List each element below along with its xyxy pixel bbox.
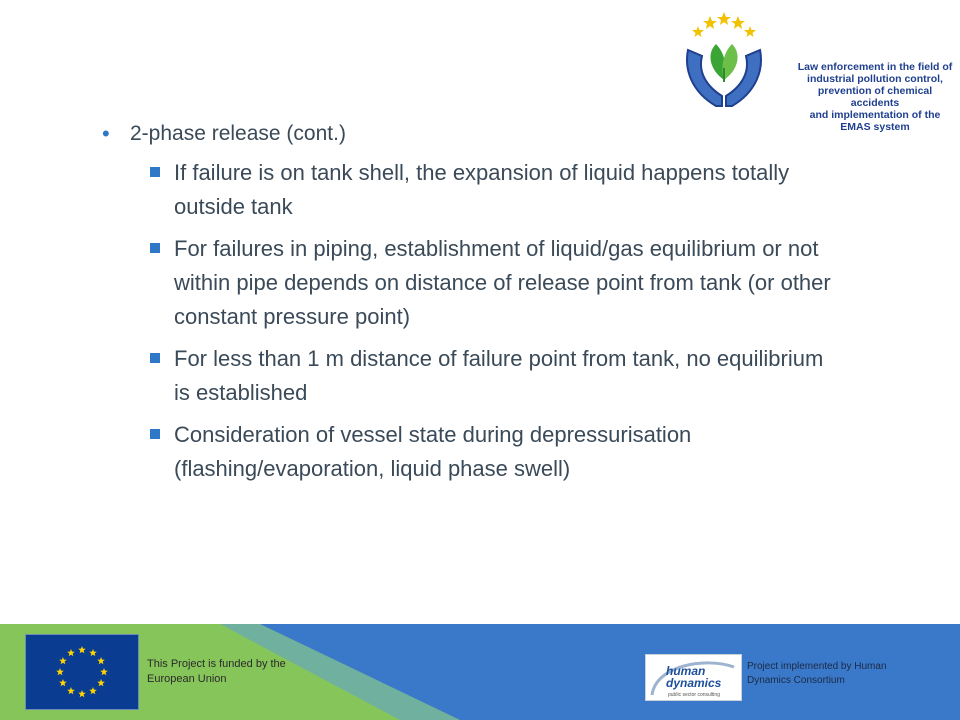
list-item-text: Consideration of vessel state during depressurisation (flashing/evaporation, liquid phase swell) xyxy=(174,422,692,481)
logo-caption-line: prevention of chemical accidents xyxy=(817,85,933,109)
eu-star xyxy=(59,679,67,686)
logo-star xyxy=(703,16,717,29)
eu-flag-stars xyxy=(26,635,138,709)
eu-star xyxy=(100,668,108,675)
list-item xyxy=(96,156,836,224)
eu-star xyxy=(89,649,97,656)
eu-star xyxy=(97,679,105,686)
eu-flag-icon xyxy=(25,634,139,710)
logo-star xyxy=(717,12,731,25)
bullet-heading xyxy=(96,120,836,148)
eu-star xyxy=(67,687,75,694)
logo-caption-line: and implementation of the EMAS system xyxy=(809,109,941,133)
square-bullet-icon xyxy=(150,243,160,253)
list-item xyxy=(96,342,836,410)
logo-star xyxy=(692,26,704,37)
eu-star xyxy=(56,668,64,675)
human-dynamics-logo xyxy=(645,654,742,701)
square-bullet-icon xyxy=(150,167,160,177)
human-dynamics-logo-icon xyxy=(646,655,741,700)
funded-by-eu-text: This Project is funded by the European Union xyxy=(147,658,286,685)
logo-caption-line: Law enforcement in the field of xyxy=(797,61,953,73)
hd-logo-word2: dynamics xyxy=(666,676,722,690)
eu-star xyxy=(78,690,86,697)
list-item-text: If failure is on tank shell, the expansion of liquid happens totally outside tank xyxy=(174,160,790,219)
logo-star xyxy=(731,16,745,29)
round-bullet-icon: • xyxy=(102,121,110,146)
implemented-by-text: Project implemented by Human Dynamics Consortium xyxy=(747,661,887,686)
eu-star xyxy=(78,646,86,653)
hd-logo-sub: public sector consulting xyxy=(668,692,720,698)
hd-logo-word1: human xyxy=(666,664,706,678)
square-bullet-icon xyxy=(150,429,160,439)
logo-star xyxy=(744,26,756,37)
list-item xyxy=(96,418,836,486)
list-item-text: For failures in piping, establishment of liquid/gas equilibrium or not within pipe depends on distance of release point from tank (or other constant pressure point) xyxy=(174,236,831,329)
list-item xyxy=(96,232,836,334)
eu-star xyxy=(97,657,105,664)
eu-star xyxy=(89,687,97,694)
eu-star xyxy=(59,657,67,664)
heading-text: 2-phase release (cont.) xyxy=(130,122,346,145)
slide-content xyxy=(96,120,836,494)
project-logo xyxy=(680,10,953,133)
list-item-text: For less than 1 m distance of failure point from tank, no equilibrium is established xyxy=(174,346,824,405)
square-bullet-icon xyxy=(150,353,160,363)
logo-caption-line: industrial pollution control, xyxy=(807,73,943,85)
eu-star xyxy=(67,649,75,656)
hands-plant-logo-icon xyxy=(680,10,800,118)
